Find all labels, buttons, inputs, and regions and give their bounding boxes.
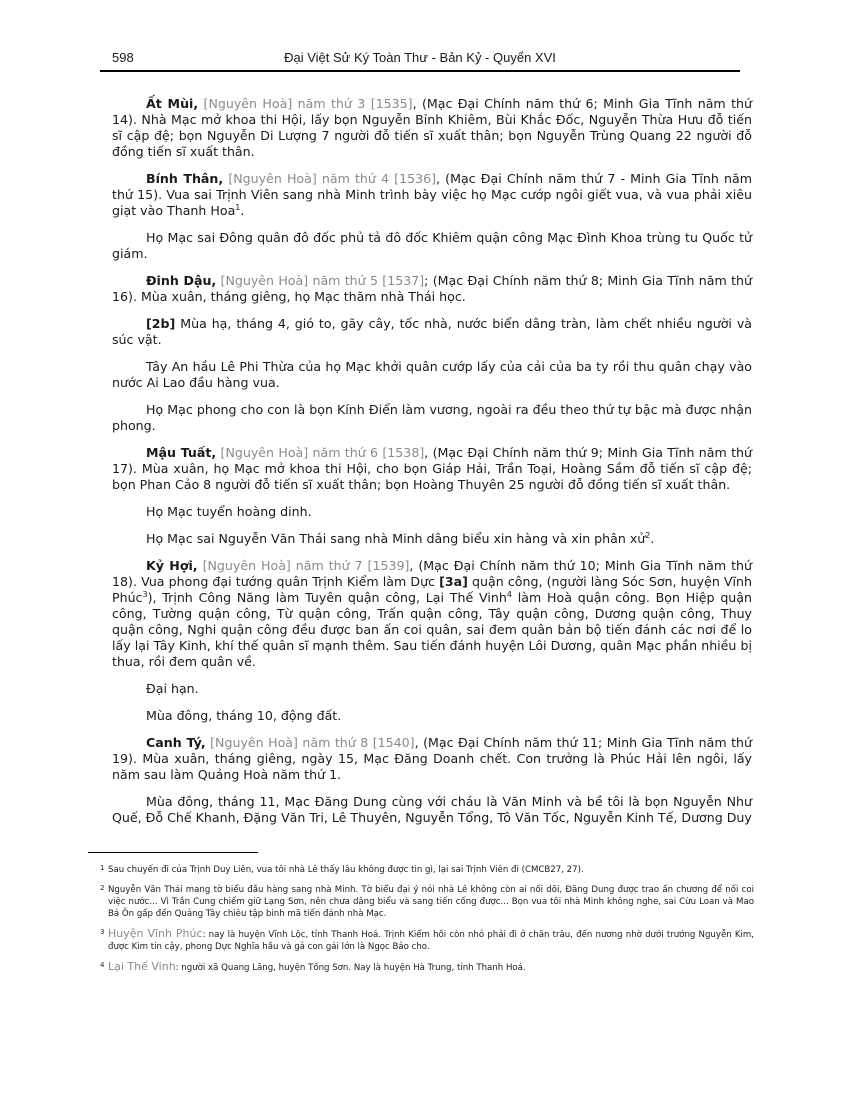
paragraph: Kỷ Hợi, [Nguyên Hoà] năm thứ 7 [1539], (Mạc Đại Chính năm thứ 10; Minh Gia Tĩnh năm thứ 18). Vua phong đại tướng quân Trịnh Kiểm làm Dực [3a] quận công, (người làng Sóc Sơn, huyện Vĩnh Phúc$^3$), Trịnh Công Năng làm Tuyên quận công, Lại Thế Vinh$^4$ làm Hoà quận công. Bọn Hiệp quận công, Tường quận công, Từ quận công, Trấn quận công, Tây quận công, Dương quận công, Thuy quận công, Nghi quận công đều được ban ấn coi quân, sai đem quân bản bộ tiến đánh các nơi để lo lấy lại Tây Kinh, khí thế quân sĩ mạnh thêm. Sau tiến đánh huyện Lôi Dương, quân Mạc phần nhiều bị thua, rồi đem quân về.	[112, 558, 753, 669]
paragraph: Mùa đông, tháng 11, Mạc Đăng Dung cùng với cháu là Văn Minh và bề tôi là bọn Nguyễn Như Quế, Đỗ Chế Khanh, Đặng Văn Tri, Lê Thuyên, Nguyễn Tổng, Tô Văn Tốc, Nguyễn Kinh Tế, Dương Duy	[112, 794, 752, 825]
paragraph: Đại hạn.	[146, 681, 199, 696]
era-label: [Nguyên Hoà] năm thứ 8 [1540]	[210, 735, 415, 750]
main-text	[112, 96, 752, 837]
year-label: Kỷ Hợi,	[146, 558, 198, 573]
era-label: [Nguyên Hoà] năm thứ 4 [1536]	[228, 171, 437, 186]
running-title: Đại Việt Sử Ký Toàn Thư - Bản Kỷ - Quyển XVI	[284, 50, 556, 65]
footnote-number: 2	[100, 884, 105, 892]
footnote-divider	[88, 852, 258, 853]
era-label: [Nguyên Hoà] năm thứ 7 [1539]	[202, 558, 410, 573]
year-label: Mậu Tuất,	[146, 445, 217, 460]
footnote: 4 Lại Thế Vinh: người xã Quang Lãng, huyện Tống Sơn. Nay là huyện Hà Trung, tỉnh Thanh Hoá.	[100, 960, 526, 973]
paragraph: Mùa đông, tháng 10, động đất.	[146, 708, 342, 723]
era-label: [Nguyên Hoà] năm thứ 5 [1537]	[220, 273, 425, 288]
footnotes	[100, 864, 754, 982]
year-label: Đinh Dậu,	[146, 273, 217, 288]
footnote-ref[interactable]: 3	[142, 589, 148, 599]
paragraph: Họ Mạc phong cho con là bọn Kính Điển làm vương, ngoài ra đều theo thứ tự bậc mà được nhận phong.	[112, 402, 752, 433]
footnote-term: Lại Thế Vinh	[108, 960, 176, 973]
paragraph: Tây An hầu Lê Phi Thừa của họ Mạc khởi quân cướp lấy của cải của ba ty rồi thu quân chạy vào nước Ai Lao đầu hàng vua.	[112, 359, 752, 390]
footnote: 2 Nguyễn Văn Thái mang tờ biểu đầu hàng sang nhà Minh. Tờ biểu đại ý nói nhà Lê không còn ai nối dõi, Đăng Dung được trao ấn chương để nối coi việc nước... Vì Trần Cung chiếm giữ Lạng Sơn, nên chưa dâng biểu và sang tiến cống được... Bọn vua tôi nhà Minh không nghe, sai Cừu Loan và Mao Bá Ôn gấp đến Quảng Tây chiêu tập binh mã tiến đánh nhà Mạc.	[100, 884, 754, 919]
paragraph: Đinh Dậu, [Nguyên Hoà] năm thứ 5 [1537]; (Mạc Đại Chính năm thứ 8; Minh Gia Tĩnh năm thứ 16). Mùa xuân, tháng giêng, họ Mạc thăm nhà Thái học.	[112, 273, 752, 304]
paragraph: Canh Tý, [Nguyên Hoà] năm thứ 8 [1540], (Mạc Đại Chính năm thứ 11; Minh Gia Tĩnh năm thứ 19). Mùa xuân, tháng giêng, ngày 15, Mạc Đăng Doanh chết. Con trưởng là Phúc Hải lên ngôi, lấy năm sau làm Quảng Hoà năm thứ 1.	[112, 735, 752, 782]
era-label: [Nguyên Hoà] năm thứ 3 [1535]	[203, 96, 413, 111]
footnote: 1 Sau chuyến đi của Trịnh Duy Liên, vua tôi nhà Lê thấy lâu không được tin gì, lại sai Trịnh Viên đi (CMCB27, 27).	[100, 864, 584, 875]
folio-marker: [3a]	[439, 574, 468, 589]
paragraph: Ất Mùi, [Nguyên Hoà] năm thứ 3 [1535], (Mạc Đại Chính năm thứ 6; Minh Gia Tĩnh năm thứ 14). Nhà Mạc mở khoa thi Hội, lấy bọn Nguyễn Bỉnh Khiêm, Bùi Khắc Đốc, Nguyễn Thừa Hưu đỗ tiến sĩ cập đệ; bọn Nguyễn Di Lượng 7 người đỗ tiến sĩ xuất thân; bọn Nguyễn Trùng Quang 22 người đỗ đồng tiến sĩ xuất thân.	[112, 96, 752, 159]
era-label: [Nguyên Hoà] năm thứ 6 [1538]	[220, 445, 425, 460]
paragraph: Bính Thân, [Nguyên Hoà] năm thứ 4 [1536], (Mạc Đại Chính năm thứ 7 - Minh Gia Tĩnh năm thứ 15). Vua sai Trịnh Viên sang nhà Minh trình bày việc họ Mạc cướp ngôi giết vua, và vua phải xiêu giạt vào Thanh Hoa$^1$.	[112, 171, 752, 218]
page-header	[100, 48, 740, 72]
footnote: 3 Huyện Vĩnh Phúc: nay là huyện Vĩnh Lộc, tỉnh Thanh Hoá. Trịnh Kiểm hồi còn nhỏ phải đi ở chăn trâu, đến nương nhờ dưới trướng Nguyễn Kim, được Kim tin cậy, phong Dực Nghĩa hầu và gả con gái lớn là Ngọc Bảo cho.	[100, 927, 754, 952]
paragraph: Họ Mạc sai Nguyễn Văn Thái sang nhà Minh dâng biểu xin hàng và xin phân xử$^2$.	[146, 530, 655, 546]
page-number: 598	[112, 50, 134, 65]
year-label: Bính Thân,	[146, 171, 224, 186]
footnote-ref[interactable]: 1	[235, 202, 241, 212]
paragraph: Mậu Tuất, [Nguyên Hoà] năm thứ 6 [1538], (Mạc Đại Chính năm thứ 9; Minh Gia Tĩnh năm thứ 17). Mùa xuân, họ Mạc mở khoa thi Hội, cho bọn Giáp Hải, Trần Toại, Hoàng Sầm đỗ tiến sĩ cập đệ; bọn Phan Cảo 8 người đỗ tiến sĩ xuất thân; bọn Hoàng Thuyên 25 người đỗ đồng tiến sĩ xuất thân.	[112, 445, 752, 492]
footnote-ref[interactable]: 4	[506, 589, 512, 599]
paragraph: Họ Mạc tuyển hoàng dinh.	[146, 504, 312, 519]
year-label: Ất Mùi,	[146, 96, 199, 111]
footnote-term: Huyện Vĩnh Phúc	[108, 927, 203, 940]
year-label: Canh Tý,	[146, 735, 206, 750]
folio-marker: [2b]	[146, 316, 176, 331]
paragraph: Họ Mạc sai Đông quân đô đốc phủ tả đô đốc Khiêm quận công Mạc Đình Khoa trùng tu Quốc tử giám.	[112, 230, 752, 261]
paragraph: [2b] Mùa hạ, tháng 4, gió to, gãy cây, tốc nhà, nước biển dâng tràn, làm chết nhiều người và súc vật.	[112, 316, 752, 347]
footnote-number: 1	[100, 864, 105, 872]
footnote-number: 4	[100, 961, 105, 969]
footnote-number: 3	[100, 928, 105, 936]
footnote-ref[interactable]: 2	[645, 530, 651, 540]
